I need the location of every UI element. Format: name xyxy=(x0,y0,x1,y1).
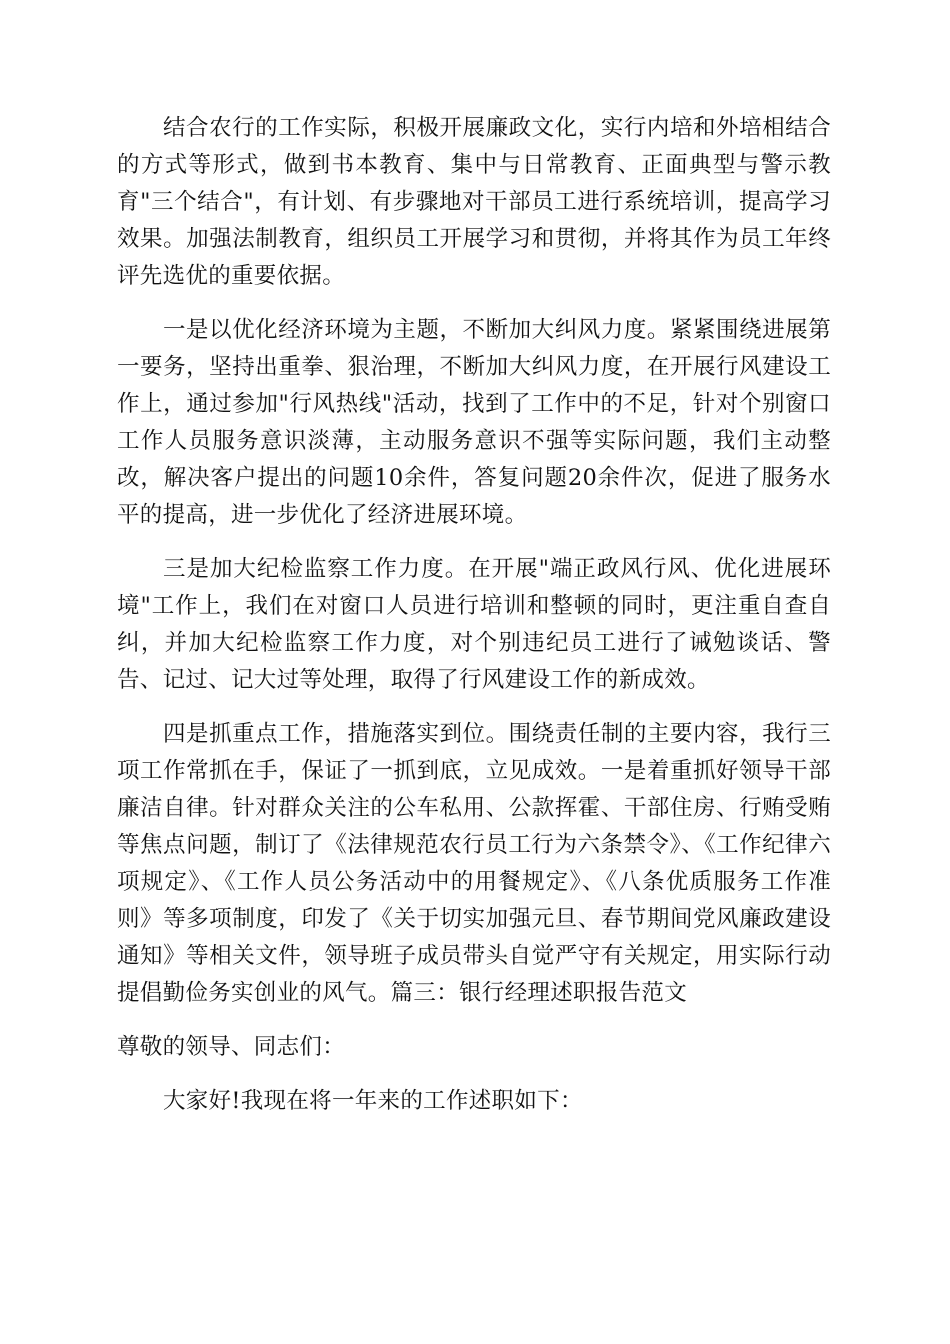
paragraph-key-work: 四是抓重点工作，措施落实到位。围绕责任制的主要内容，我行三项工作常抓在手，保证了一抓到底，立见成效。一是着重抓好领导干部廉洁自律。针对群众关注的公车私用、公款挥霍、干部住房、行贿受贿等焦点问题，制订了《法律规范农行员工行为六条禁令》、《工作纪律六项规定》、《工作人员公务活动中的用餐规定》、《八条优质服务工作准则》等多项制度，印发了《关于切实加强元旦、春节期间党风廉政建设通知》等相关文件，领导班子成员带头自觉严守有关规定，用实际行动提倡勤俭务实创业的风气。篇三：银行经理述职报告范文 xyxy=(117,721,831,1006)
paragraph-gap xyxy=(117,534,831,551)
paragraph-training: 结合农行的工作实际，积极开展廉政文化，实行内培和外培相结合的方式等形式，做到书本教育、集中与日常教育、正面典型与警示教育"三个结合"，有计划、有步骤地对干部员工进行系统培训，提高学习效果。加强法制教育，组织员工开展学习和贯彻，并将其作为员工年终评先选优的重要依据。 xyxy=(117,115,831,289)
paragraph-economic-environment: 一是以优化经济环境为主题，不断加大纠风力度。紧紧围绕进展第一要务，坚持出重拳、狠治理，不断加大纠风力度，在开展行风建设工作上，通过参加"行风热线"活动，找到了工作中的不足，针对个别窗口工作人员服务意识淡薄，主动服务意识不强等实际问题，我们主动整改，解决客户提出的问题10余件，答复问题20余件次，促进了服务水平的提高，进一步优化了经济进展环境。 xyxy=(117,317,831,528)
paragraph-discipline-inspection: 三是加大纪检监察工作力度。在开展"端正政风行风、优化进展环境"工作上，我们在对窗口人员进行培训和整顿的同时，更注重自查自纠，并加大纪检监察工作力度，对个别违纪员工进行了诫勉谈话、警告、记过、记大过等处理，取得了行风建设工作的新成效。 xyxy=(117,556,831,693)
paragraph-gap xyxy=(117,1012,831,1029)
salutation: 尊敬的领导、同志们： xyxy=(117,1034,346,1060)
greeting: 大家好!我现在将一年来的工作述职如下： xyxy=(163,1088,583,1114)
paragraph-gap xyxy=(117,295,831,312)
document-body xyxy=(117,110,831,1120)
paragraph-gap xyxy=(117,699,831,716)
paragraph-gap xyxy=(117,1066,831,1083)
